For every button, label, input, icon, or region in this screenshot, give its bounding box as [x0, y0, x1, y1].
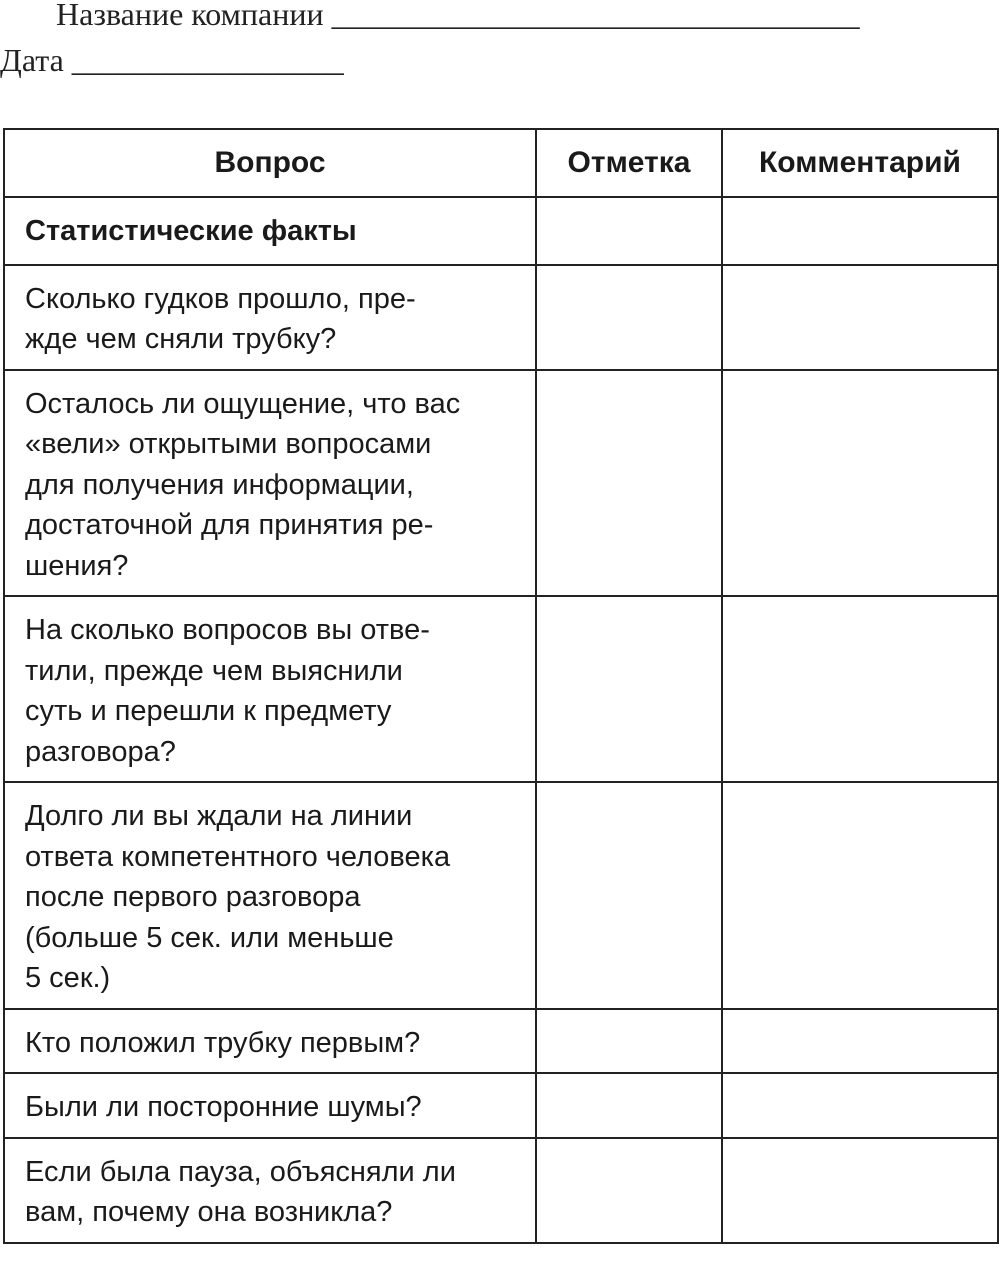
table-row	[4, 596, 998, 782]
question-line: Были ли посторонние шумы?	[25, 1091, 422, 1123]
comment-cell[interactable]	[722, 782, 998, 1009]
question-cell	[4, 596, 536, 782]
column-header-mark: Отметка	[536, 129, 722, 197]
question-line: для получения информации,	[25, 468, 414, 501]
mark-cell[interactable]	[536, 782, 722, 1009]
table-row	[4, 1009, 998, 1074]
table-row	[4, 265, 998, 370]
comment-cell[interactable]	[722, 1138, 998, 1243]
comment-cell[interactable]	[722, 1009, 998, 1074]
question-line: вам, почему она возникла?	[25, 1196, 393, 1228]
question-text	[5, 1010, 535, 1073]
question-cell	[4, 1138, 536, 1243]
date-field	[0, 40, 344, 80]
question-cell	[4, 1009, 536, 1074]
section-title: Статистические факты	[25, 215, 357, 247]
table-row	[4, 370, 998, 597]
question-text	[5, 371, 535, 596]
question-line: Если была пауза, объясняли ли	[25, 1155, 456, 1188]
question-text	[5, 1139, 535, 1242]
question-cell	[4, 370, 536, 597]
question-cell	[4, 782, 536, 1009]
question-line: тили, прежде чем выяснили	[25, 654, 403, 687]
table-row	[4, 782, 998, 1009]
checklist-table	[3, 128, 999, 1244]
comment-cell[interactable]	[722, 265, 998, 370]
mark-cell[interactable]	[536, 596, 722, 782]
question-text	[5, 783, 535, 1008]
mark-cell[interactable]	[536, 370, 722, 597]
question-text	[5, 266, 535, 369]
question-cell	[4, 265, 536, 370]
question-line: после первого разговора	[25, 881, 361, 913]
question-line: жде чем сняли трубку?	[25, 323, 337, 355]
comment-cell[interactable]	[722, 1073, 998, 1138]
question-line: Сколько гудков прошло, пре-	[25, 282, 416, 315]
question-line: ответа компетентного человека	[25, 840, 451, 873]
table-row	[4, 1138, 998, 1243]
company-name-blank[interactable]: _________________________________	[331, 0, 860, 32]
question-line: Кто положил трубку первым?	[25, 1026, 421, 1059]
comment-cell[interactable]	[722, 370, 998, 597]
company-name-field	[56, 0, 860, 34]
question-line: разговора?	[25, 735, 176, 768]
table-header-row	[4, 129, 998, 197]
question-line: 5 сек.)	[25, 962, 111, 994]
question-line: (больше 5 сек. или меньше	[25, 921, 394, 954]
question-line: Осталось ли ощущение, что вас	[25, 387, 461, 420]
date-blank[interactable]: _________________	[71, 42, 344, 78]
column-header-question: Вопрос	[4, 129, 536, 197]
date-label: Дата	[0, 42, 64, 78]
question-text	[5, 1074, 535, 1137]
question-line: достаточной для принятия ре-	[25, 509, 434, 541]
question-cell	[4, 1073, 536, 1138]
table-row	[4, 1073, 998, 1138]
company-name-label: Название компании	[56, 0, 324, 32]
comment-cell[interactable]	[722, 197, 998, 265]
section-row	[4, 197, 998, 265]
question-line: На сколько вопросов вы отве-	[25, 614, 430, 646]
mark-cell[interactable]	[536, 1009, 722, 1074]
mark-cell[interactable]	[536, 1138, 722, 1243]
mark-cell[interactable]	[536, 1073, 722, 1138]
question-line: шения?	[25, 549, 129, 582]
column-header-comment: Комментарий	[722, 129, 998, 197]
section-title-cell	[4, 197, 536, 265]
question-line: «вели» открытыми вопросами	[25, 428, 432, 460]
question-text	[5, 597, 535, 781]
mark-cell[interactable]	[536, 265, 722, 370]
mark-cell[interactable]	[536, 197, 722, 265]
comment-cell[interactable]	[722, 596, 998, 782]
question-line: суть и перешли к предмету	[25, 695, 392, 727]
question-line: Долго ли вы ждали на линии	[25, 800, 413, 832]
